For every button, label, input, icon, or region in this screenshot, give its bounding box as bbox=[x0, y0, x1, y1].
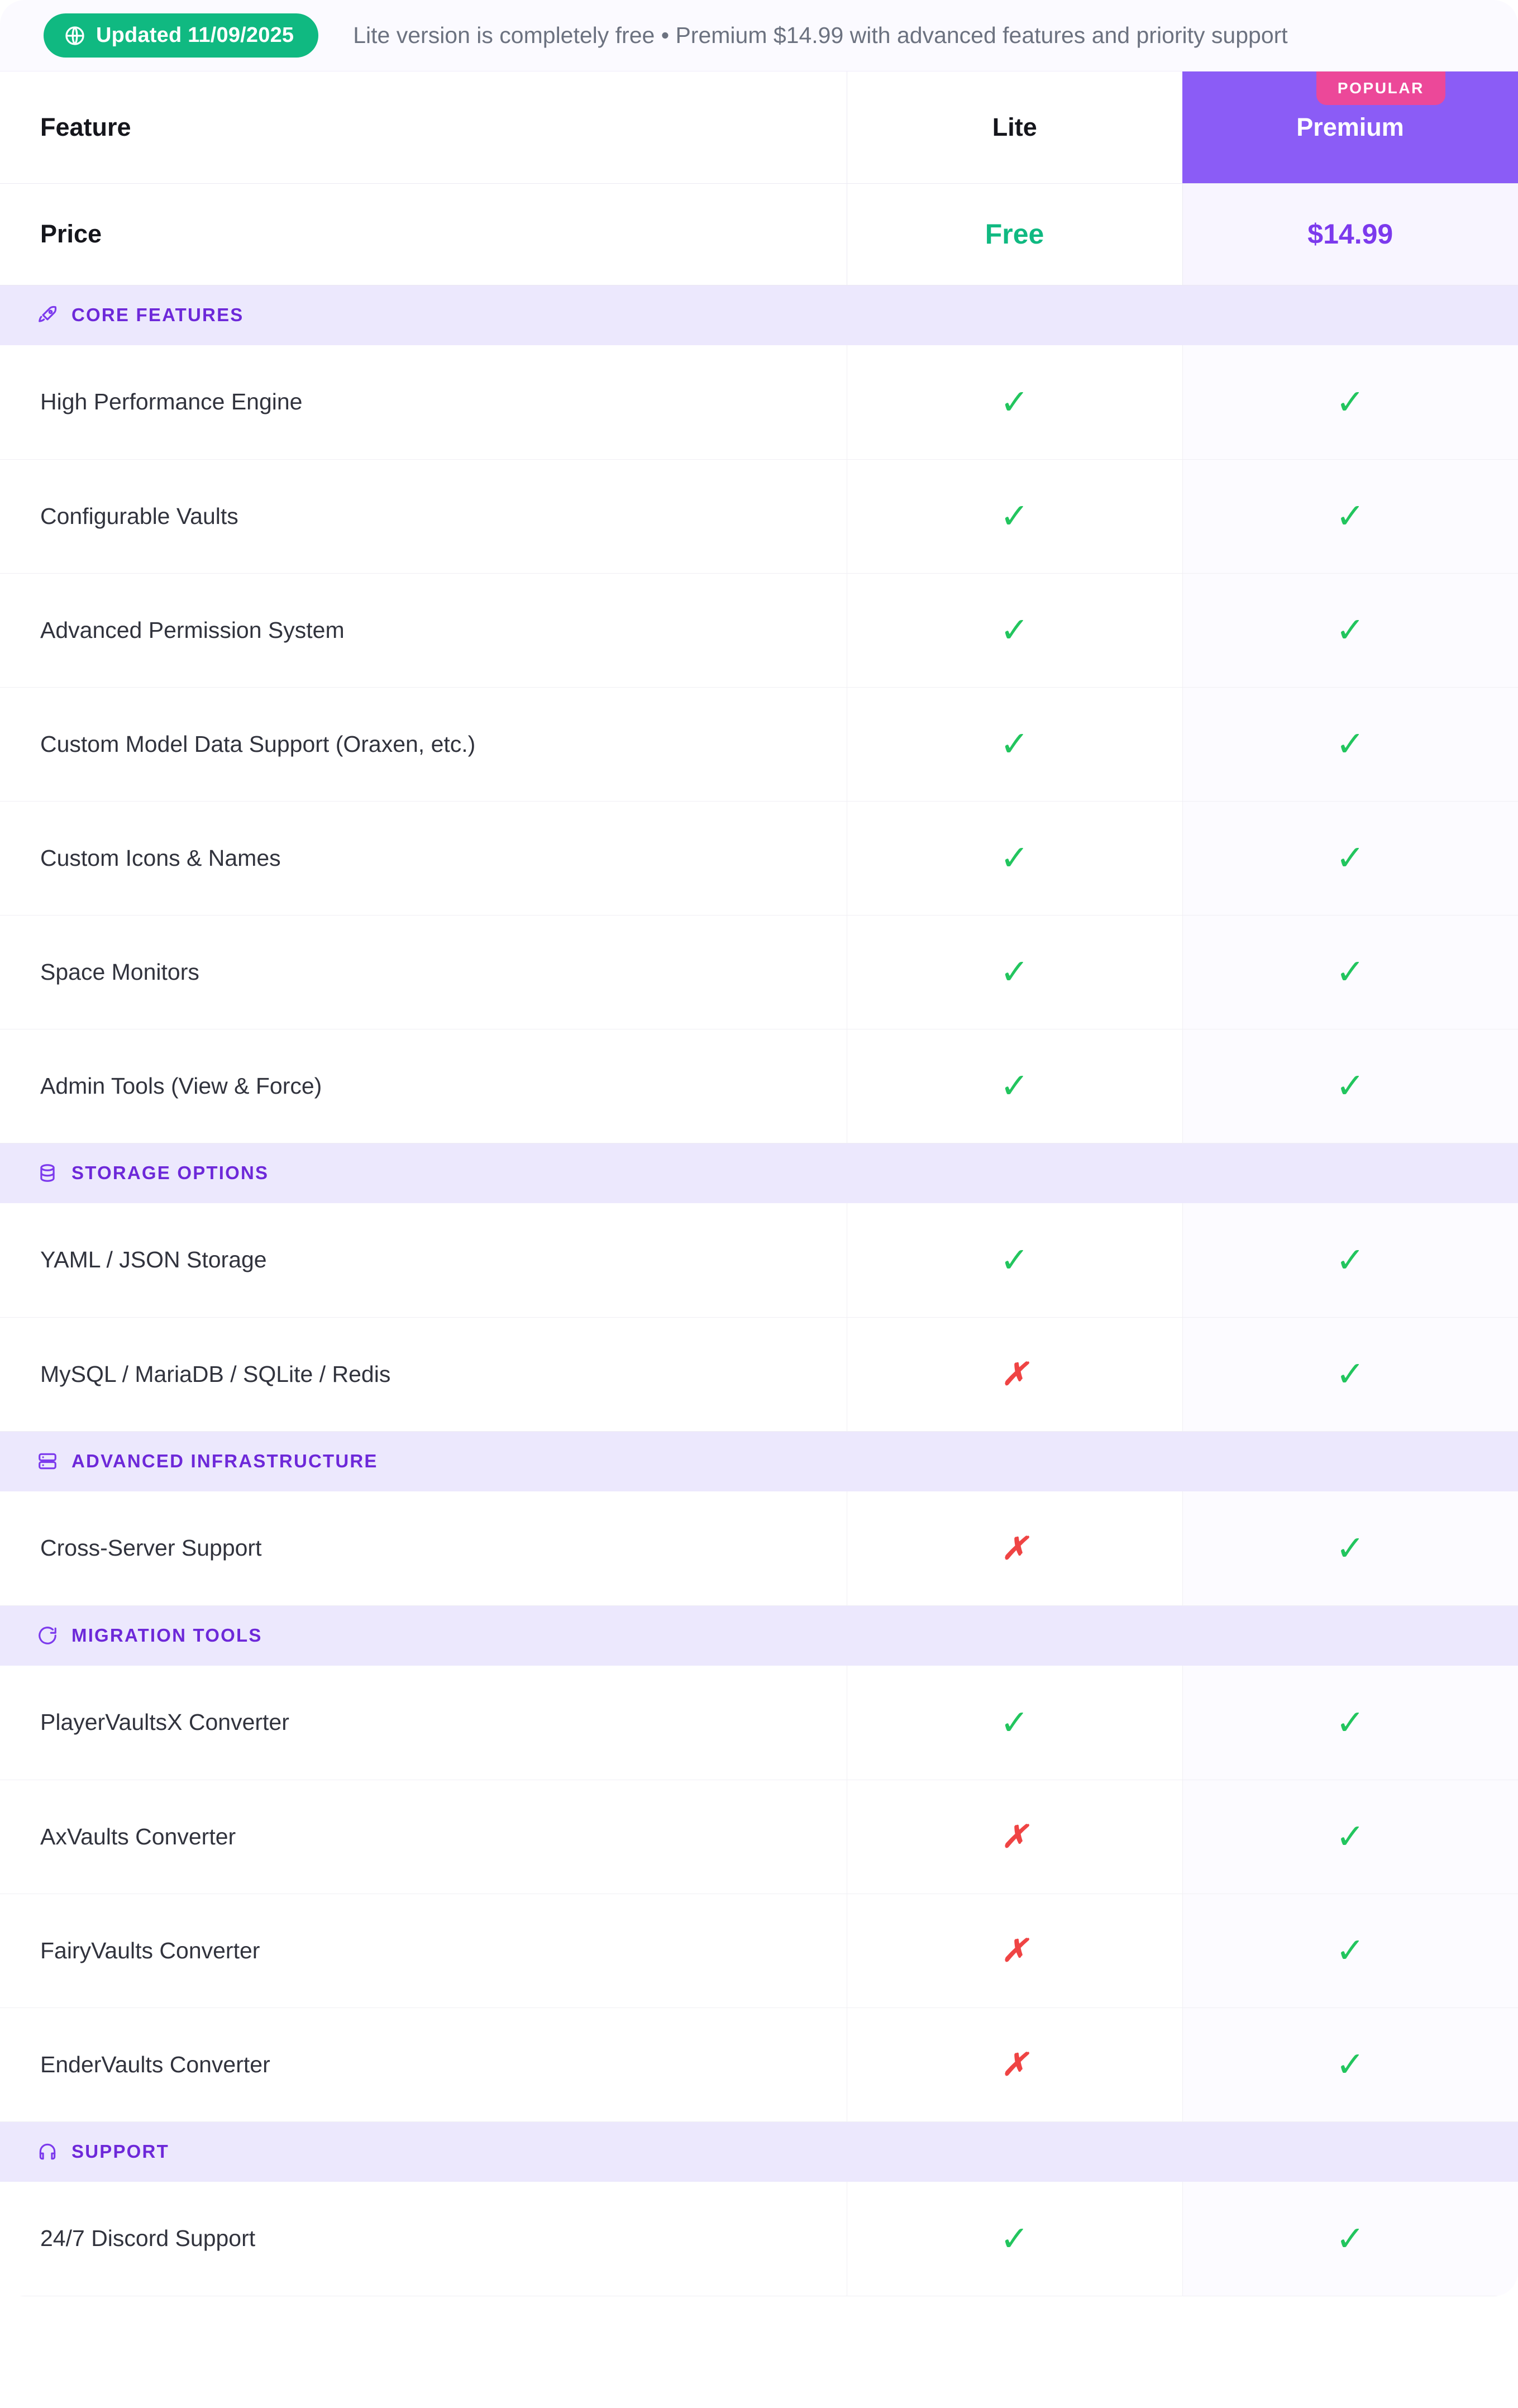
feature-name: AxVaults Converter bbox=[0, 1780, 847, 1894]
section-label: SUPPORT bbox=[71, 2141, 169, 2162]
section-header-row bbox=[0, 1143, 1518, 1203]
section-header-row bbox=[0, 1605, 1518, 1666]
lite-availability bbox=[847, 459, 1182, 573]
cross-icon: ✗ bbox=[1001, 1356, 1028, 1391]
table-row bbox=[0, 687, 1518, 801]
table-row bbox=[0, 1491, 1518, 1605]
feature-name: MySQL / MariaDB / SQLite / Redis bbox=[0, 1317, 847, 1431]
check-icon: ✓ bbox=[1335, 2218, 1365, 2259]
check-icon: ✓ bbox=[1335, 951, 1365, 992]
check-icon: ✓ bbox=[1000, 1065, 1029, 1106]
check-icon: ✓ bbox=[1335, 1930, 1365, 1971]
cross-icon: ✗ bbox=[1001, 2047, 1028, 2082]
section-header-cell bbox=[0, 2121, 1518, 2182]
feature-name: Admin Tools (View & Force) bbox=[0, 1029, 847, 1143]
price-row bbox=[0, 183, 1518, 285]
table-row bbox=[0, 801, 1518, 915]
section-label: ADVANCED INFRASTRUCTURE bbox=[71, 1451, 378, 1472]
lite-availability bbox=[847, 801, 1182, 915]
feature-name: Cross-Server Support bbox=[0, 1491, 847, 1605]
feature-name: Configurable Vaults bbox=[0, 459, 847, 573]
premium-availability bbox=[1182, 2182, 1518, 2296]
banner-note: Lite version is completely free • Premium $14.99 with advanced features and priority support bbox=[353, 22, 1288, 48]
table-row bbox=[0, 1029, 1518, 1143]
table-row bbox=[0, 1317, 1518, 1431]
feature-name: PlayerVaultsX Converter bbox=[0, 1666, 847, 1780]
lite-availability bbox=[847, 915, 1182, 1029]
table-row bbox=[0, 1666, 1518, 1780]
globe-icon bbox=[64, 25, 86, 47]
check-icon: ✓ bbox=[1000, 1239, 1029, 1280]
check-icon: ✓ bbox=[1335, 1065, 1365, 1106]
feature-name: Space Monitors bbox=[0, 915, 847, 1029]
check-icon: ✓ bbox=[1000, 723, 1029, 764]
premium-availability bbox=[1182, 1203, 1518, 1317]
check-icon: ✓ bbox=[1335, 2044, 1365, 2085]
table-row bbox=[0, 915, 1518, 1029]
feature-name: Custom Model Data Support (Oraxen, etc.) bbox=[0, 687, 847, 801]
lite-availability bbox=[847, 1894, 1182, 2008]
section-label: MIGRATION TOOLS bbox=[71, 1625, 262, 1646]
check-icon: ✓ bbox=[1335, 381, 1365, 422]
lite-availability bbox=[847, 345, 1182, 459]
section-header-row bbox=[0, 2121, 1518, 2182]
lite-availability bbox=[847, 1203, 1182, 1317]
feature-name: 24/7 Discord Support bbox=[0, 2182, 847, 2296]
premium-availability bbox=[1182, 1029, 1518, 1143]
feature-name: High Performance Engine bbox=[0, 345, 847, 459]
table-row bbox=[0, 459, 1518, 573]
feature-name: Custom Icons & Names bbox=[0, 801, 847, 915]
database-icon bbox=[37, 1162, 58, 1184]
popular-badge: POPULAR bbox=[1316, 71, 1445, 105]
section-label: STORAGE OPTIONS bbox=[71, 1162, 269, 1184]
premium-availability bbox=[1182, 687, 1518, 801]
check-icon: ✓ bbox=[1335, 837, 1365, 878]
check-icon: ✓ bbox=[1335, 1527, 1365, 1568]
feature-name: Advanced Permission System bbox=[0, 573, 847, 687]
rocket-icon bbox=[37, 304, 58, 326]
table-head bbox=[0, 71, 1518, 183]
lite-availability bbox=[847, 687, 1182, 801]
check-icon: ✓ bbox=[1000, 1701, 1029, 1743]
table-header-row bbox=[0, 71, 1518, 183]
check-icon: ✓ bbox=[1000, 609, 1029, 650]
headset-icon bbox=[37, 2141, 58, 2162]
cross-icon: ✗ bbox=[1001, 1933, 1028, 1968]
updated-badge-label: Updated 11/09/2025 bbox=[96, 23, 294, 47]
lite-availability bbox=[847, 1491, 1182, 1605]
section-header-cell bbox=[0, 1431, 1518, 1491]
premium-availability bbox=[1182, 915, 1518, 1029]
section-header-cell bbox=[0, 1143, 1518, 1203]
check-icon: ✓ bbox=[1000, 951, 1029, 992]
premium-availability bbox=[1182, 2008, 1518, 2121]
update-banner bbox=[0, 0, 1518, 71]
section-header-cell bbox=[0, 1605, 1518, 1666]
lite-availability bbox=[847, 2182, 1182, 2296]
feature-name: YAML / JSON Storage bbox=[0, 1203, 847, 1317]
check-icon: ✓ bbox=[1335, 1239, 1365, 1280]
cross-icon: ✗ bbox=[1001, 1530, 1028, 1566]
premium-availability bbox=[1182, 1317, 1518, 1431]
premium-availability bbox=[1182, 1894, 1518, 2008]
premium-availability bbox=[1182, 459, 1518, 573]
lite-availability bbox=[847, 1029, 1182, 1143]
section-header-cell bbox=[0, 285, 1518, 345]
premium-availability bbox=[1182, 345, 1518, 459]
lite-availability bbox=[847, 1317, 1182, 1431]
table-body bbox=[0, 183, 1518, 2296]
table-row bbox=[0, 2008, 1518, 2121]
table-row bbox=[0, 573, 1518, 687]
server-icon bbox=[37, 1451, 58, 1472]
lite-availability bbox=[847, 573, 1182, 687]
premium-availability bbox=[1182, 573, 1518, 687]
check-icon: ✓ bbox=[1000, 2218, 1029, 2259]
table-row bbox=[0, 1203, 1518, 1317]
check-icon: ✓ bbox=[1000, 837, 1029, 878]
column-header-premium bbox=[1182, 71, 1518, 183]
check-icon: ✓ bbox=[1000, 381, 1029, 422]
check-icon: ✓ bbox=[1335, 609, 1365, 650]
updated-badge bbox=[44, 13, 318, 58]
column-header-lite: Lite bbox=[847, 71, 1182, 183]
price-premium: $14.99 bbox=[1182, 183, 1518, 285]
lite-availability bbox=[847, 1666, 1182, 1780]
table-row bbox=[0, 345, 1518, 459]
section-header-row bbox=[0, 285, 1518, 345]
table-row bbox=[0, 1894, 1518, 2008]
check-icon: ✓ bbox=[1335, 1701, 1365, 1743]
price-label: Price bbox=[0, 183, 847, 285]
premium-availability bbox=[1182, 1666, 1518, 1780]
column-header-premium-label: Premium bbox=[1296, 112, 1404, 141]
column-header-feature: Feature bbox=[0, 71, 847, 183]
lite-availability bbox=[847, 1780, 1182, 1894]
section-label: CORE FEATURES bbox=[71, 304, 244, 326]
premium-availability bbox=[1182, 801, 1518, 915]
check-icon: ✓ bbox=[1335, 1816, 1365, 1857]
check-icon: ✓ bbox=[1335, 1353, 1365, 1394]
comparison-table bbox=[0, 71, 1518, 2296]
price-lite: Free bbox=[847, 183, 1182, 285]
premium-availability bbox=[1182, 1780, 1518, 1894]
feature-name: EnderVaults Converter bbox=[0, 2008, 847, 2121]
lite-availability bbox=[847, 2008, 1182, 2121]
cross-icon: ✗ bbox=[1001, 1819, 1028, 1854]
check-icon: ✓ bbox=[1000, 495, 1029, 536]
section-header-row bbox=[0, 1431, 1518, 1491]
refresh-icon bbox=[37, 1625, 58, 1646]
premium-availability bbox=[1182, 1491, 1518, 1605]
check-icon: ✓ bbox=[1335, 723, 1365, 764]
feature-name: FairyVaults Converter bbox=[0, 1894, 847, 2008]
check-icon: ✓ bbox=[1335, 495, 1365, 536]
table-row bbox=[0, 1780, 1518, 1894]
table-row bbox=[0, 2182, 1518, 2296]
